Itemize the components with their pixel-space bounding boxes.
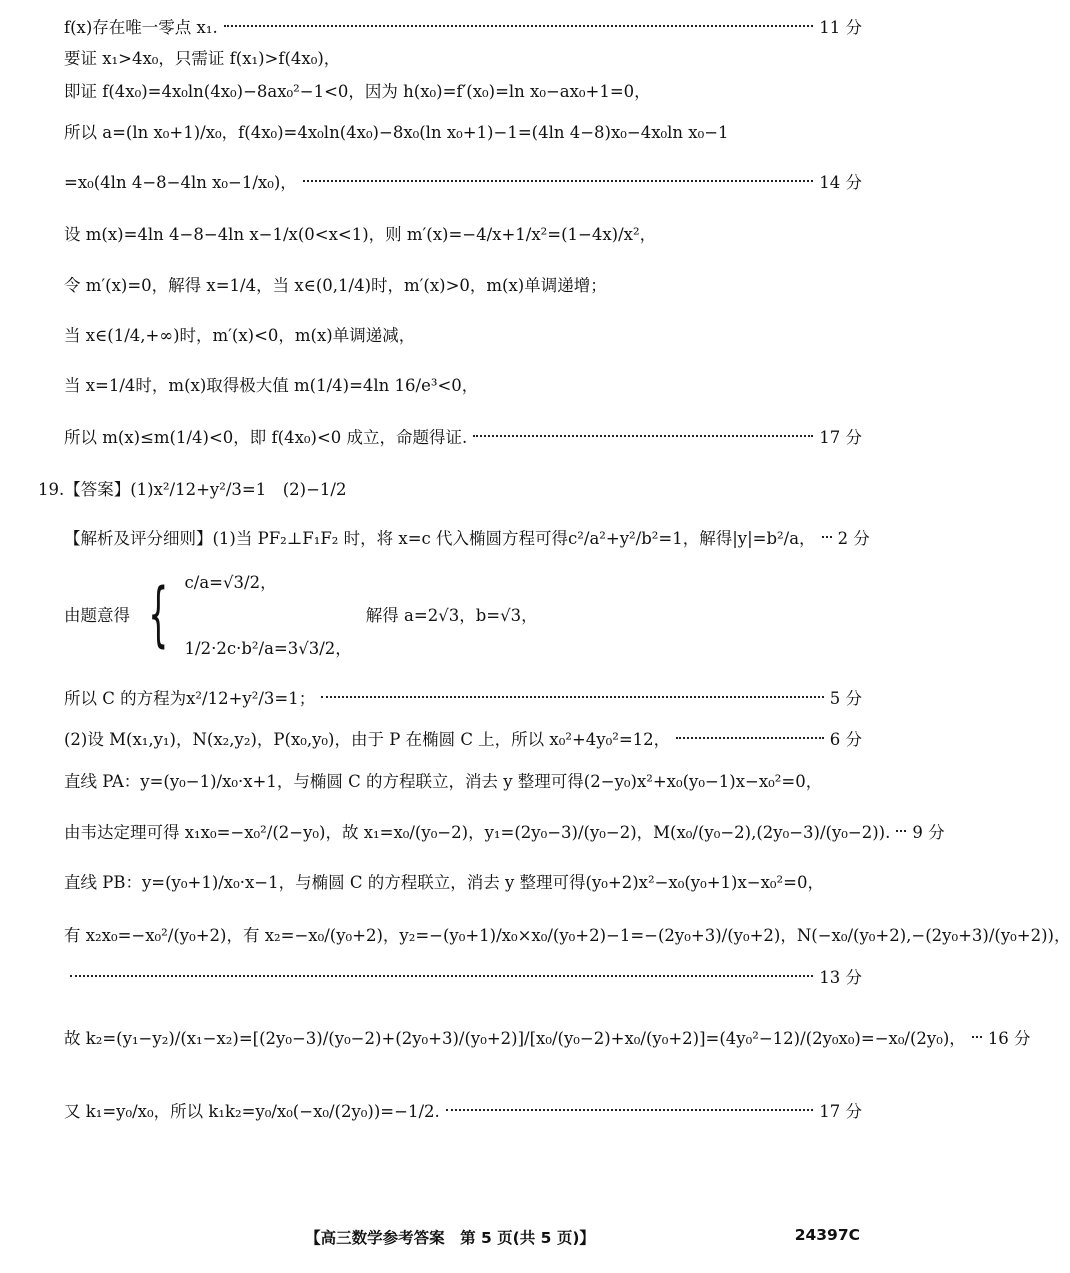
line-text: 即证 f(4x₀)=4x₀ln(4x₀)−8ax₀²−1<0，因为 h(x₀)=f′(x₀)=ln x₀−ax₀+1=0， — [64, 82, 651, 101]
leader-dots — [473, 435, 813, 437]
line-text: (2)设 M(x₁,y₁)，N(x₂,y₂)，P(x₀,y₀)，由于 P 在椭圆 C 上，所以 x₀²+4y₀²=12， — [64, 730, 671, 749]
answer-line — [64, 43, 862, 71]
line-text: 设 m(x)=4ln 4−8−4ln x−1/x(0<x<1)，则 m′(x)=−4/x+1/x²=(1−4x)/x²， — [64, 225, 657, 244]
leader-dots — [446, 1109, 814, 1111]
answer-line — [64, 270, 862, 298]
score-label: 16 分 — [987, 1029, 1031, 1048]
answer-line — [64, 219, 862, 247]
leader-dots — [896, 830, 906, 832]
answer-line — [64, 920, 1070, 948]
leader-dots — [972, 1036, 982, 1038]
leader-dots — [321, 696, 824, 698]
score-label: 2 分 — [837, 529, 870, 548]
line-text: 【解析及评分细则】(1)当 PF₂⊥F₁F₂ 时，将 x=c 代入椭圆方程可得c²/a²+y²/b²=1，解得|y|=b²/a， — [64, 529, 816, 548]
leader-dots — [224, 25, 814, 27]
answer-line — [64, 817, 945, 845]
answer-line — [64, 320, 862, 348]
brace-icon: { — [148, 573, 169, 655]
score-label: 17 分 — [819, 1102, 862, 1121]
answer-line — [64, 523, 870, 551]
equation-system — [64, 566, 538, 662]
document-code: 24397C — [794, 1226, 860, 1244]
answer-line — [64, 167, 862, 195]
system-eq-1: c/a=√3/2， — [184, 573, 277, 592]
footer-label: 【高三数学参考答案 第 5 页(共 5 页)】 — [305, 1229, 595, 1247]
answer-line — [64, 1096, 862, 1124]
line-text: 有 x₂x₀=−x₀²/(y₀+2)，有 x₂=−x₀/(y₀+2)，y₂=−(y₀+1)/x₀×x₀/(y₀+2)−1=−(2y₀+3)/(y₀+2)，N(−x₀/(y₀+2),−(2y₀+3)/(y₀+2))， — [64, 926, 1070, 945]
answer-line — [64, 76, 862, 104]
line-text: 又 k₁=y₀/x₀，所以 k₁k₂=y₀/x₀(−x₀/(2y₀))=−1/2. — [64, 1102, 440, 1121]
system-equations — [185, 569, 352, 659]
line-text: 直线 PA：y=(y₀−1)/x₀·x+1，与椭圆 C 的方程联立，消去 y 整理可得(2−y₀)x²+x₀(y₀−1)x−x₀²=0， — [64, 772, 823, 791]
line-text: =x₀(4ln 4−8−4ln x₀−1/x₀)， — [64, 173, 297, 192]
leader-dots — [676, 737, 824, 739]
answer-line — [64, 962, 862, 990]
line-text: 所以 m(x)≤m(1/4)<0，即 f(4x₀)<0 成立，命题得证. — [64, 428, 468, 447]
answer-line — [64, 117, 862, 145]
answer-line — [64, 724, 862, 752]
page-footer — [0, 1226, 900, 1252]
leader-dots — [70, 975, 813, 977]
answer-line — [64, 422, 862, 450]
score-label: 9 分 — [912, 823, 945, 842]
score-label: 13 分 — [819, 968, 862, 987]
system-prefix: 由题意得 — [64, 606, 130, 625]
line-text: f(x)存在唯一零点 x₁. — [64, 18, 218, 37]
line-text: 故 k₂=(y₁−y₂)/(x₁−x₂)=[(2y₀−3)/(y₀−2)+(2y₀+3)/(y₀+2)]/[x₀/(y₀−2)+x₀/(y₀+2)]=(4y₀²−12)/(2y₀x₀)=−x₀/(2y₀)， — [64, 1029, 966, 1048]
answer-line — [64, 766, 862, 794]
score-label: 17 分 — [819, 428, 862, 447]
answer-line — [64, 683, 862, 711]
score-label: 5 分 — [829, 689, 862, 708]
line-text: 由韦达定理可得 x₁x₀=−x₀²/(2−y₀)，故 x₁=x₀/(y₀−2)，y₁=(2y₀−3)/(y₀−2)，M(x₀/(y₀−2),(2y₀−3)/(y₀−2)). — [64, 823, 891, 842]
answer-line — [64, 1023, 1031, 1051]
line-text: 所以 a=(ln x₀+1)/x₀，f(4x₀)=4x₀ln(4x₀)−8x₀(ln x₀+1)−1=(4ln 4−8)x₀−4x₀ln x₀−1 — [64, 123, 729, 142]
score-label: 14 分 — [819, 173, 862, 192]
line-text: 当 x=1/4时，m(x)取得极大值 m(1/4)=4ln 16/e³<0， — [64, 376, 479, 395]
line-text: 令 m′(x)=0，解得 x=1/4，当 x∈(0,1/4)时，m′(x)>0，m(x)单调递增； — [64, 276, 607, 295]
line-text: 要证 x₁>4x₀，只需证 f(x₁)>f(4x₀)， — [64, 49, 341, 68]
line-text: 当 x∈(1/4,+∞)时，m′(x)<0，m(x)单调递减， — [64, 326, 416, 345]
answer-line — [64, 12, 862, 40]
system-eq-2: 1/2·2c·b²/a=3√3/2， — [184, 639, 352, 658]
leader-dots — [822, 536, 832, 538]
score-label: 11 分 — [819, 18, 862, 37]
answer-line — [64, 370, 862, 398]
leader-dots — [303, 180, 813, 182]
line-text: 所以 C 的方程为x²/12+y²/3=1； — [64, 689, 316, 708]
line-text: 19.【答案】(1)x²/12+y²/3=1 (2)−1/2 — [38, 480, 347, 499]
answer-line — [38, 474, 862, 502]
answer-line — [64, 867, 862, 895]
line-text: 直线 PB：y=(y₀+1)/x₀·x−1，与椭圆 C 的方程联立，消去 y 整理可得(y₀+2)x²−x₀(y₀+1)x−x₀²=0， — [64, 873, 824, 892]
score-label: 6 分 — [829, 730, 862, 749]
system-result: 解得 a=2√3，b=√3， — [365, 606, 538, 625]
